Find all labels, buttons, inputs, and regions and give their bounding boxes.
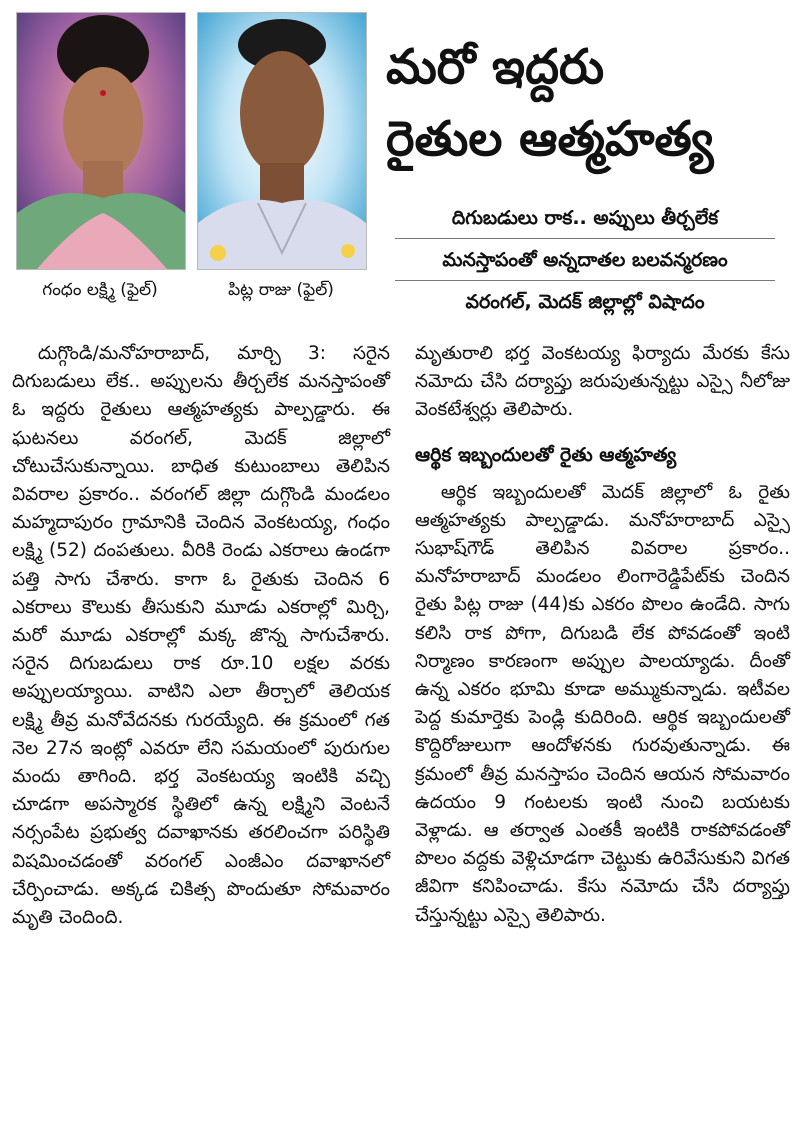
deck-line-2: మనస్తాపంతో అన్నదాతల బలవన్మరణం (442, 249, 728, 271)
photo-caption: గంధం లక్ష్మి (ఫైల్) (42, 280, 158, 300)
headline-line-1: మరో ఇద్దరు (386, 39, 605, 95)
article-column-right (415, 340, 790, 930)
woman-portrait-photo (16, 12, 186, 270)
deck-line-3: వరంగల్, మెదక్ జిల్లాల్లో విషాదం (465, 291, 705, 313)
man-portrait-photo (197, 12, 367, 270)
divider (395, 280, 775, 281)
article-paragraph: ఆర్థిక ఇబ్బందులతో మెదక్ జిల్లాలో ఓ రైతు ఆత్మహత్యకు పాల్పడ్డాడు. మనోహరాబాద్ ఎస్సై సుభాష్‌గౌడ్ తెలిపిన వివరాల ప్రకారం.. మనోహరాబాద్ మండలం లింగారెడ్డిపేట్‌కు చెందిన రైతు పిట్ల రాజు (44)కు ఎకరం పొలం ఉండేది. సాగు కలిసి రాక పోగా, దిగుబడి లేక పోవడంతో ఇంటి నిర్మాణం కారణంగా అప్పుల పాలయ్యాడు. దీంతో ఉన్న ఎకరం భూమి కూడా అమ్ముకున్నాడు. ఇటీవల పెద్ద కుమార్తెకు పెండ్లి కుదిరింది. ఆర్థిక ఇబ్బందులతో కొద్దిరోజులుగా ఆందోళనకు గురవుతున్నాడు. ఈ క్రమంలో తీవ్ర మనస్తాపం చెందిన ఆయన సోమవారం ఉదయం 9 గంటలకు ఇంటి నుంచి బయటకు వెళ్లాడు. ఆ తర్వాత ఎంతకీ ఇంటికి రాకపోవడంతో పొలం వద్దకు వెళ్లిచూడగా చెట్టుకు ఉరివేసుకుని విగత జీవిగా కనిపించాడు. కేసు నమోదు చేసి దర్యాప్తు చేస్తున్నట్టు ఎస్సై తెలిపారు. (415, 481, 790, 926)
section-subhead: ఆర్థిక ఇబ్బందులతో రైతు ఆత్మహత్య (415, 443, 677, 466)
divider (395, 238, 775, 239)
deck-line-1: దిగుబడులు రాక.. అప్పులు తీర్చలేక (451, 207, 719, 229)
article-paragraph: మృతురాలి భర్త వెంకటయ్య ఫిర్యాదు మేరకు కేసు నమోదు చేసి దర్యాప్తు జరుపుతున్నట్టు ఎస్సై నీలోజు వెంకటేశ్వర్లు తెలిపారు. (415, 343, 790, 421)
photo-caption: పిట్ల రాజు (ఫైల్) (228, 280, 334, 300)
article-paragraph: దుగ్గొండి/మనోహరాబాద్, మార్చి 3: సరైన దిగుబడులు లేక.. అప్పులను తీర్చలేక మనస్తాపంతో ఓ ఇద్దరు రైతులు ఆత్మహత్యకు పాల్పడ్డారు. ఈ ఘటనలు వరంగల్, మెదక్ జిల్లాలో చోటుచేసుకున్నాయి. బాధిత కుటుంబాలు తెలిపిన వివరాల ప్రకారం.. వరంగల్ జిల్లా దుగ్గొండి మండలం మహ్మదాపురం గ్రామానికి చెందిన వెంకటయ్య, గంధం లక్ష్మి (52) దంపతులు. వీరికి రెండు ఎకరాలు ఉండగా పత్తి సాగు చేశారు. కాగా ఓ రైతుకు చెందిన 6 ఎకరాలు కౌలుకు తీసుకుని మూడు ఎకరాల్లో మిర్చి, మరో మూడు ఎకరాల్లో మక్క జొన్న సాగుచేశారు. సరైన దిగుబడులు రాక రూ.10 లక్షల వరకు అప్పులయ్యాయి. వాటిని ఎలా తీర్చాలో తెలియక లక్ష్మి తీవ్ర మనోవేదనకు గురయ్యేది. ఈ క్రమంలో గత నెల 27న ఇంట్లో ఎవరూ లేని సమయంలో పురుగుల మందు తాగింది. భర్త వెంకటయ్య ఇంటికి వచ్చి చూడగా అపస్మారక స్థితిలో ఉన్న లక్ష్మిని వెంటనే నర్సంపేట ప్రభుత్వ దవాఖానకు తరలించగా పరిస్థితి విషమించడంతో వరంగల్ ఎంజీఎం దవాఖానలో చేర్పించాడు. అక్కడ చికిత్స పొందుతూ సోమవారం మృతి చెందింది. (12, 343, 390, 929)
headline-line-2: రైతుల ఆత్మహత్య (386, 111, 714, 167)
article-column-left (12, 340, 390, 932)
